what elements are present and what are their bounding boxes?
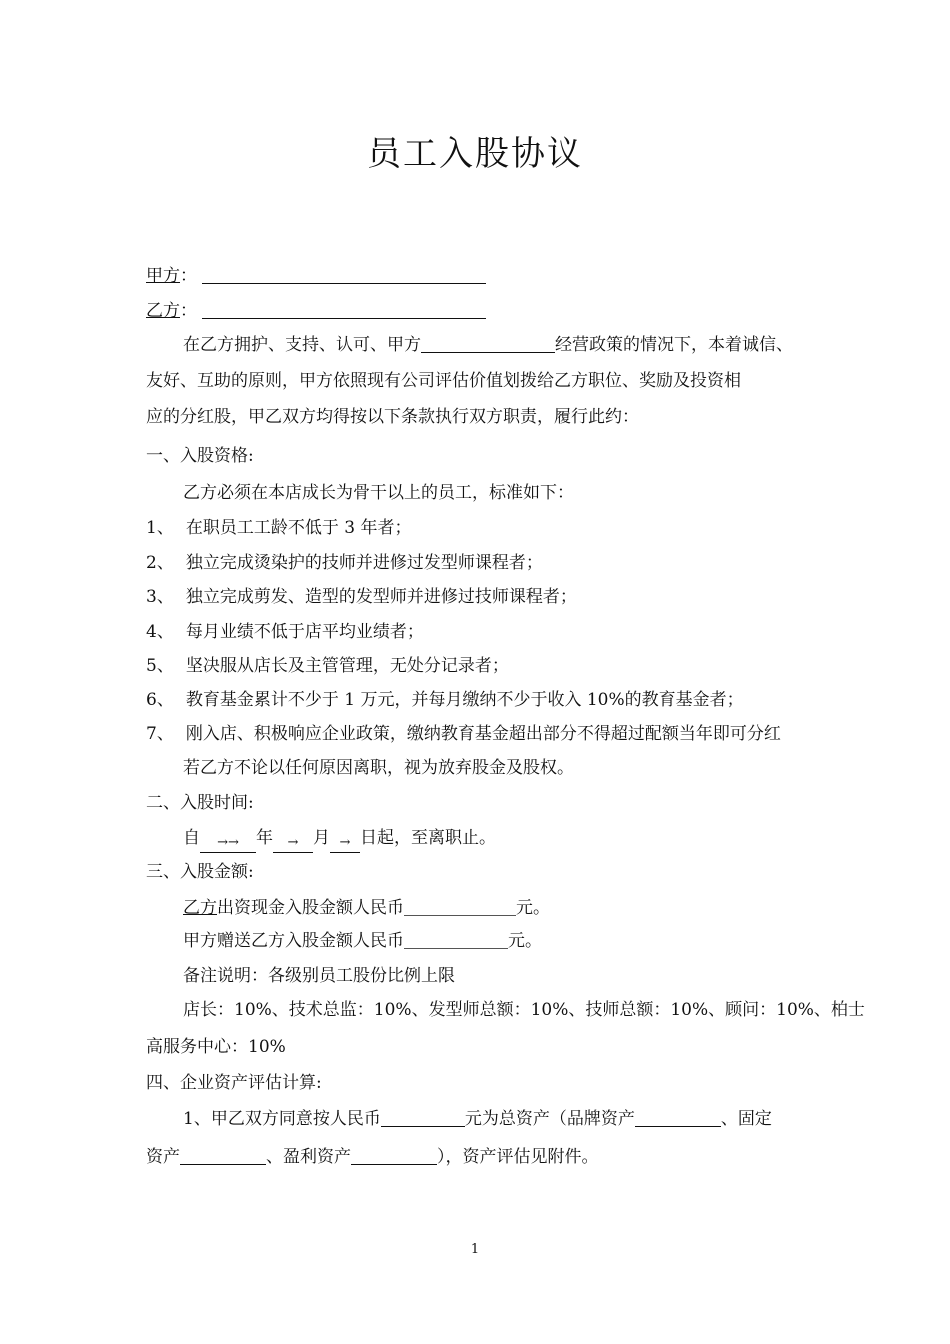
- party-b-blank[interactable]: [202, 300, 486, 319]
- cash-investment-line: 乙方出资现金入股金额人民币 元。: [183, 898, 550, 918]
- ratio-line-2: 高服务中心：10%: [146, 1037, 286, 1057]
- total-asset-blank[interactable]: [381, 1108, 465, 1127]
- cash-amount-blank[interactable]: [404, 897, 516, 916]
- party-a-line: 甲方：: [146, 264, 486, 288]
- list-item: 1、 在职员工工龄不低于 3 年者；: [146, 518, 412, 538]
- remark-line: 备注说明：各级别员工股份比例上限: [183, 966, 455, 986]
- profit-asset-blank[interactable]: [351, 1146, 437, 1165]
- party-a-label: 甲方: [146, 266, 180, 286]
- month-blank[interactable]: →: [273, 834, 313, 853]
- list-item: 7、 刚入店、积极响应企业政策，缴纳教育基金超出部分不得超过配额当年即可分红: [146, 724, 781, 744]
- section-3-heading: 三、入股金额:: [146, 862, 254, 882]
- section-1-note: 若乙方不论以任何原因离职，视为放弃股金及股权。: [183, 758, 574, 778]
- party-a-blank[interactable]: [202, 265, 486, 284]
- list-item: 2、 独立完成烫染护的技师并进修过发型师课程者；: [146, 553, 543, 573]
- list-item: 5、 坚决服从店长及主管管理，无处分记录者；: [146, 656, 509, 676]
- section-2-heading: 二、入股时间:: [146, 793, 254, 813]
- list-item: 4、 每月业绩不低于店平均业绩者；: [146, 622, 424, 642]
- brand-asset-blank[interactable]: [635, 1108, 721, 1127]
- policy-blank[interactable]: [421, 334, 555, 353]
- document-title: 员工入股协议: [367, 134, 583, 174]
- ratio-line-1: 店长：10%、技术总监：10%、发型师总额：10%、技师总额：10%、顾问：10%、柏士: [183, 1000, 865, 1020]
- day-blank[interactable]: →: [330, 834, 360, 853]
- asset-line-1: 1、甲乙双方同意按人民币 元为总资产（品牌资产 、固定: [183, 1109, 772, 1129]
- page-number: 1: [470, 1242, 480, 1257]
- party-b-line: 乙方：: [146, 299, 486, 323]
- gift-amount-blank[interactable]: [404, 930, 508, 949]
- fixed-asset-blank[interactable]: [180, 1146, 266, 1165]
- asset-line-2: 资产 、盈利资产 ），资产评估见附件。: [146, 1147, 599, 1167]
- section-1-heading: 一、入股资格:: [146, 446, 254, 466]
- section-4-heading: 四、企业资产评估计算:: [146, 1073, 322, 1093]
- list-item: 6、 教育基金累计不少于 1 万元，并每月缴纳不少于收入 10%的教育基金者；: [146, 690, 744, 710]
- intro-line-2: 友好、互助的原则，甲方依照现有公司评估价值划拨给乙方职位、奖励及投资相: [146, 371, 741, 391]
- gift-investment-line: 甲方赠送乙方入股金额人民币 元。: [183, 931, 542, 951]
- list-item: 3、 独立完成剪发、造型的发型师并进修过技师课程者；: [146, 587, 577, 607]
- section-1-lead: 乙方必须在本店成长为骨干以上的员工，标准如下：: [183, 483, 574, 503]
- intro-line-1: 在乙方拥护、支持、认可、甲方 经营政策的情况下，本着诚信、: [183, 335, 793, 355]
- year-blank[interactable]: →→: [200, 834, 256, 853]
- party-b-label: 乙方: [146, 301, 180, 321]
- start-date-line: 自 →→ 年 → 月 → 日起，至离职止。: [183, 826, 496, 853]
- intro-line-3: 应的分红股，甲乙双方均得按以下条款执行双方职责，履行此约：: [146, 407, 639, 427]
